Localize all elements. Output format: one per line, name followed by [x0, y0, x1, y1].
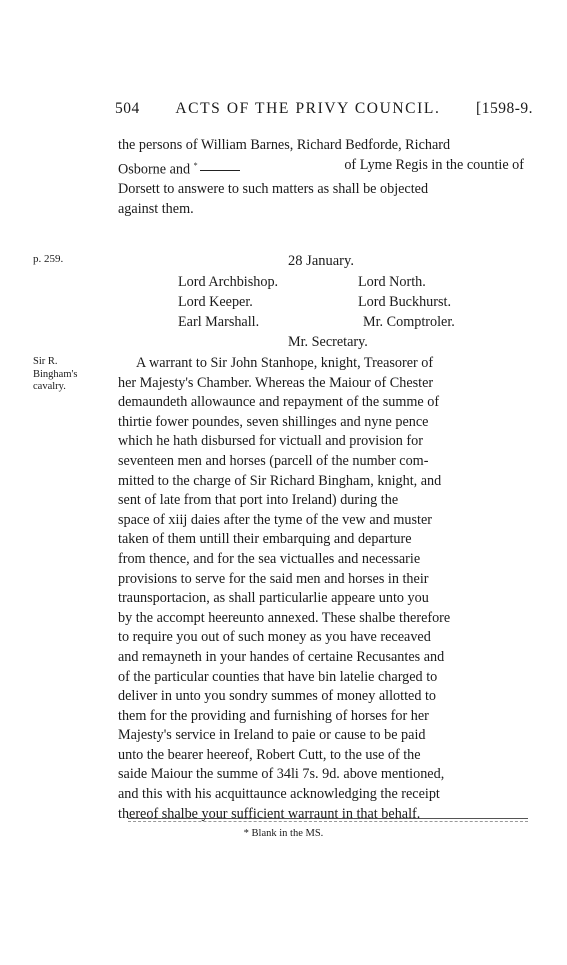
- entry-date: 28 January.: [288, 253, 354, 269]
- text-line: provisions to serve for the said men and horses in their: [118, 570, 429, 587]
- attendee: Mr. Secretary.: [288, 334, 368, 350]
- text-line: from thence, and for the sea victualles and necessarie: [118, 550, 421, 567]
- text-line: Osborne and * of Lyme Regis in the countie of: [118, 156, 524, 178]
- text-line: her Majesty's Chamber. Whereas the Maiour of Chester: [118, 374, 434, 391]
- warrant-paragraph: [118, 354, 524, 824]
- margin-page-ref: p. 259.: [33, 253, 64, 265]
- text-line: unto the bearer heereof, Robert Cutt, to the use of the: [118, 746, 421, 763]
- text-line: and this with his acquittaunce acknowledging the receipt: [118, 786, 440, 803]
- attendee: Lord Keeper.: [178, 294, 253, 310]
- text-line: them for the providing and furnishing of horses for her: [118, 707, 429, 724]
- text-line: space of xiij daies after the tyme of the vew and muster: [118, 511, 432, 528]
- text-line: A warrant to Sir John Stanhope, knight, Treasorer of: [136, 355, 434, 371]
- footnote-marker: *: [193, 160, 198, 170]
- attendee: Earl Marshall.: [178, 314, 260, 330]
- text-line: taken of them untill their embarquing and departure: [118, 531, 412, 548]
- footnote-rule: [128, 818, 528, 819]
- blank-line: [200, 170, 240, 171]
- attendees-list: [0, 273, 567, 353]
- attendee: Lord Buckhurst.: [358, 294, 451, 310]
- attendee: Lord North.: [358, 274, 426, 290]
- text-line: and remayneth in your handes of certaine Recusantes and: [118, 648, 445, 665]
- running-title: ACTS OF THE PRIVY COUNCIL.: [175, 100, 441, 117]
- text-line: by the accompt heereunto annexed. These shalbe therefore: [118, 609, 451, 626]
- continuation-paragraph: [118, 136, 524, 219]
- attendee: Lord Archbishop.: [178, 274, 279, 290]
- text-line: thirtie fower poundes, seven shillinges and nyne pence: [118, 413, 429, 430]
- text-line: deliver in unto you sondry summes of money allotted to: [118, 688, 436, 705]
- running-header: [115, 100, 533, 118]
- text-line: traunsportacion, as shall particularlie appeare unto you: [118, 590, 429, 607]
- text-line: of the particular counties that have bin latelie charged to: [118, 668, 438, 685]
- footnote: * Blank in the MS.: [243, 828, 324, 839]
- text-line: against them.: [118, 200, 194, 217]
- text-line: sent of late from that port into Ireland) during the: [118, 492, 399, 509]
- text-line: thereof shalbe your sufficient warraunt in that behalf.: [118, 805, 421, 822]
- text-line: to require you out of such money as you have receaved: [118, 629, 431, 646]
- text-line: Majesty's service in Ireland to paie or cause to be paid: [118, 727, 426, 744]
- text-line: demaundeth allowaunce and repayment of the summe of: [118, 394, 440, 411]
- text-line: Dorsett to answere to such matters as shall be objected: [118, 180, 429, 197]
- margin-subject-note: Sir R. Bingham's cavalry.: [33, 356, 78, 392]
- text-line: the persons of William Barnes, Richard Bedforde, Richard: [118, 137, 451, 153]
- year-marker: [1598-9.: [476, 100, 533, 117]
- text-line: saide Maiour the summe of 34li 7s. 9d. above mentioned,: [118, 766, 445, 783]
- page-number: 504: [115, 100, 140, 117]
- text-line: seventeen men and horses (parcell of the number com-: [118, 452, 429, 469]
- text-line: which he hath disbursed for victuall and provision for: [118, 433, 423, 450]
- attendee: Mr. Comptroler.: [363, 314, 455, 330]
- footnote-rule-secondary: [128, 821, 528, 822]
- text-line: mitted to the charge of Sir Richard Bingham, knight, and: [118, 472, 442, 489]
